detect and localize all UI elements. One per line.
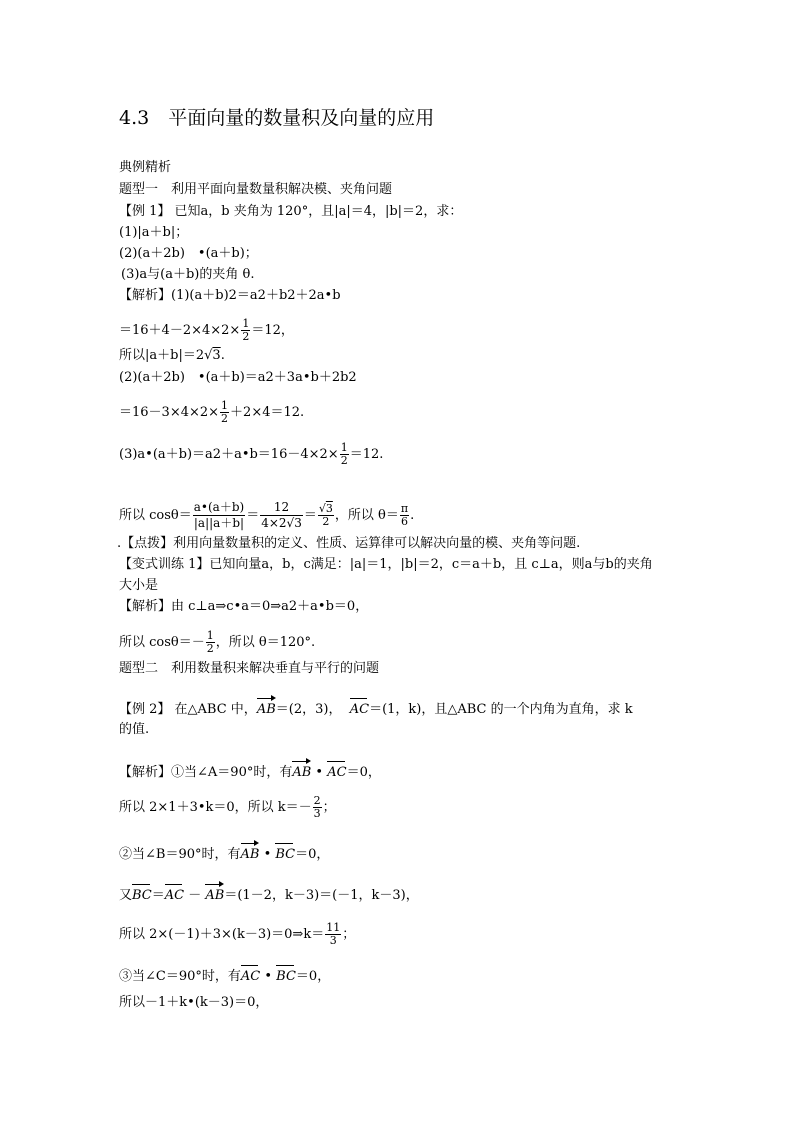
fraction: $\frac{a•(a+b)}{|a||a+b|}$ <box>193 500 245 530</box>
vector-ab: AB <box>205 882 224 904</box>
page-title: 4.3 平面向量的数量积及向量的应用 <box>119 107 435 129</box>
variant-label: 【变式训练 1】 <box>119 557 210 572</box>
section-heading: 典例精析 <box>119 160 172 175</box>
solution1-line4: (2)(a＋2b) •(a＋b)＝a2＋3a•b＋2b2 <box>119 370 357 385</box>
solution2-line5: 所以 2×(－1)＋3×(k－3)＝0⇒k＝ $\frac{11}{3}$ ； <box>119 921 356 947</box>
fraction: $\frac{\pi}{6}$ <box>400 502 409 528</box>
fraction: $\frac{√3}{2}$ <box>318 502 333 528</box>
solution1-line1: 【解析】(1)(a＋b)2＝a2＋b2＋2a•b <box>119 288 341 303</box>
solution1-line7: 所以 cosθ＝ $\frac{a•(a+b)}{|a||a+b|}$ ＝ $\frac{12}{4\times 2√3}$ ＝ $\frac{√3}{2}$ ，所以 θ＝ $\frac{\pi}{6}$ . <box>119 500 415 530</box>
solution2-line4: 又BC＝AC － AB＝(1－2，k－3)＝(－1，k－3)， <box>119 882 419 904</box>
solution1-line5: ＝16－3×4×2× $\frac{1}{2}$ ＋2×4＝12. <box>119 399 305 425</box>
fraction: $\frac{1}{2}$ <box>206 629 214 655</box>
vector-ac: AC <box>350 696 369 718</box>
fraction: $\frac{1}{2}$ <box>340 441 348 467</box>
solution2-line6: ③当∠C＝90°时，有AC • BC＝0， <box>119 963 330 985</box>
fraction: $\frac{1}{2}$ <box>242 317 250 343</box>
example1-stem: 【例 1】 已知a，b 夹角为 120°，且|a|＝4，|b|＝2，求： <box>119 204 463 219</box>
variant1-solution2: 所以 cosθ＝－ $\frac{1}{2}$ ，所以 θ＝120°. <box>119 629 316 655</box>
vector-ac: AC <box>327 759 346 781</box>
solution-label: 【解析】 <box>119 599 172 614</box>
solution-label: 【解析】 <box>119 765 172 780</box>
fraction: $\frac{11}{3}$ <box>326 921 341 947</box>
vector-ab: AB <box>292 759 311 781</box>
variant1-line1: 【变式训练 1】已知向量a，b，c满足：|a|＝1，|b|＝2，c＝a＋b，且 c⊥a，则a与b的夹角 <box>119 557 653 572</box>
solution-label: 【解析】 <box>119 288 172 303</box>
vector-ac: AC <box>165 882 184 904</box>
solution1-line6: (3)a•(a＋b)＝a2＋a•b＝16－4×2× $\frac{1}{2}$ ＝12. <box>119 441 384 467</box>
example1-label: 【例 1】 <box>119 204 171 219</box>
type1-heading: 题型一 利用平面向量数量积解决模、夹角问题 <box>119 182 393 197</box>
solution2-line2: 所以 2×1＋3•k＝0，所以 k＝－ $\frac{2}{3}$ ； <box>119 794 336 820</box>
vector-bc: BC <box>276 963 296 985</box>
example2-line2: 的值. <box>119 722 150 737</box>
tip-label: 【点拨】 <box>121 536 174 551</box>
example1-q1: (1)|a＋b|； <box>119 225 189 240</box>
solution2-line3: ②当∠B＝90°时，有AB • BC＝0， <box>119 841 329 863</box>
solution2-line7: 所以－1＋k•(k－3)＝0， <box>119 995 269 1010</box>
fraction: $\frac{1}{2}$ <box>221 399 229 425</box>
solution1-line3: 所以|a＋b|＝2√3. <box>119 348 225 363</box>
vector-ab: AB <box>241 841 260 863</box>
solution2-line1: 【解析】①当∠A＝90°时，有AB • AC＝0， <box>119 759 381 781</box>
example1-q3: (3)a与(a＋b)的夹角 θ. <box>121 267 255 282</box>
example2-line1: 【例 2】 在△ABC 中，AB＝(2，3)， AC＝(1，k)，且△ABC 的一个内角为直角，求 k <box>119 696 633 718</box>
variant1-line2: 大小是 <box>119 578 159 593</box>
vector-bc: BC <box>275 841 295 863</box>
vector-ab: AB <box>257 696 276 718</box>
tip: .【点拨】利用向量数量积的定义、性质、运算律可以解决向量的模、夹角等问题. <box>117 536 581 551</box>
fraction: $\frac{12}{4\times 2√3}$ <box>261 500 302 530</box>
type2-heading: 题型二 利用数量积来解决垂直与平行的问题 <box>119 661 380 676</box>
example1-q2: (2)(a＋2b) •(a＋b)； <box>119 246 258 261</box>
vector-ac: AC <box>241 963 260 985</box>
fraction: $\frac{2}{3}$ <box>313 794 321 820</box>
example2-label: 【例 2】 <box>119 702 171 717</box>
solution1-line2: ＝16＋4－2×4×2× $\frac{1}{2}$ ＝12， <box>119 317 294 343</box>
vector-bc: BC <box>132 882 152 904</box>
variant1-solution: 【解析】由 c⊥a⇒c•a＝0⇒a2＋a•b＝0， <box>119 599 369 614</box>
